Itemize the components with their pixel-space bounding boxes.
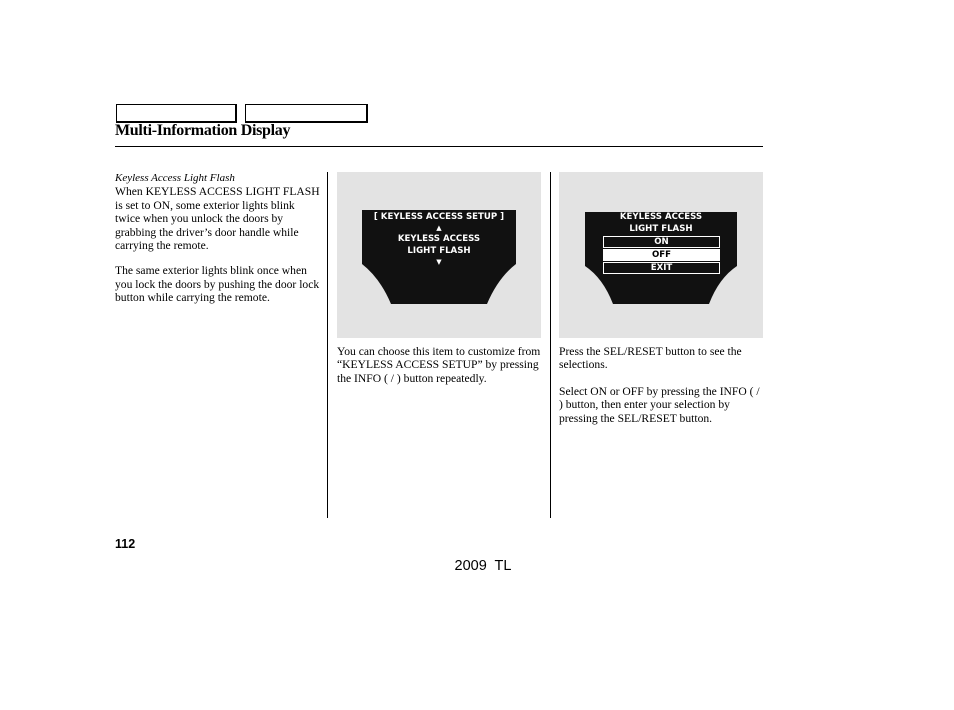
arrow-up-icon: ▲ [436,224,442,232]
display-panel-2 [559,172,763,338]
option-off: OFF [603,249,720,261]
page-number: 112 [115,537,136,551]
display-2-text [585,212,737,304]
caption-press-sel-reset: Press the SEL/RESET button to see the selections. [559,345,742,372]
display-2-line1: KEYLESS ACCESS [619,212,703,222]
display-1-heading: [ KEYLESS ACCESS SETUP ] [373,212,505,222]
title-rule [115,146,763,147]
arrow-down-icon: ▼ [436,258,442,266]
section-subheading: Keyless Access Light Flash [115,172,235,184]
display-1-line3: LIGHT FLASH [407,246,471,256]
paragraph-light-flash-lock: The same exterior lights blink once when you lock the doors by pushing the door lock button while carrying the remote. [115,264,320,305]
caption-choose-item: You can choose this item to customize from “KEYLESS ACCESS SETUP” by pressing the INFO ( / ) button repeatedly. [337,345,541,385]
right-column [559,345,763,425]
option-exit: EXIT [603,262,720,274]
paragraph-light-flash-unlock: When KEYLESS ACCESS LIGHT FLASH is set to ON, some exterior lights blink twice when you unlock the doors by grabbing the driver’s door handle while carrying the remote. [115,185,320,253]
header-tab-left [116,104,237,123]
page-title: Multi-Information Display [115,122,291,139]
display-1-line2: KEYLESS ACCESS [397,234,481,244]
option-on: ON [603,236,720,248]
middle-column [337,345,542,385]
left-column [115,172,320,305]
column-divider-1 [327,172,328,518]
display-panel-1 [337,172,541,338]
header-tab-right [245,104,368,123]
caption-select-on-off: Select ON or OFF by pressing the INFO ( / ) button, then enter your selection by pressing the SEL/RESET button. [559,384,760,425]
display-1-text [362,210,516,304]
column-divider-2 [550,172,551,518]
model-footer: 2009 TL [454,558,512,574]
display-2-line2: LIGHT FLASH [629,224,693,234]
